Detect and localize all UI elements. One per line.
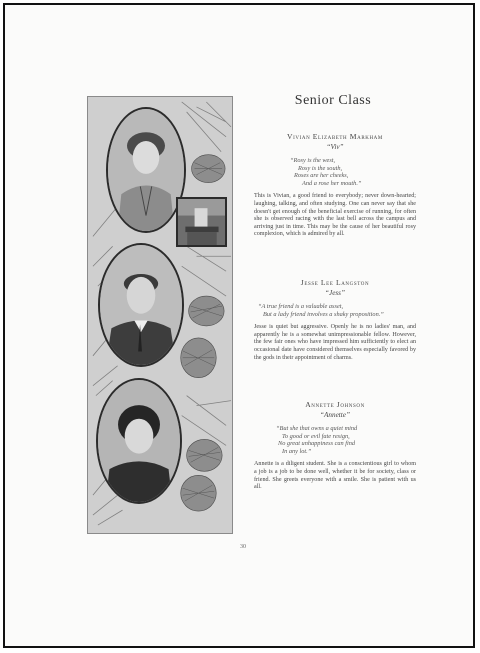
quote-line: “Rosy is the west,	[290, 157, 336, 164]
student-name: Jesse Lee Langston	[300, 278, 370, 287]
student-entry-vivian	[254, 132, 416, 239]
student-entry-jesse	[254, 278, 416, 362]
portrait-vivian	[106, 107, 186, 233]
portrait-jesse	[98, 243, 184, 367]
quote-line: No great unhappiness can find	[278, 440, 356, 448]
student-name: Vivian Elizabeth Markham	[287, 132, 383, 141]
student-quote	[254, 303, 416, 318]
photo-panel	[87, 96, 233, 534]
student-bio: Jesse is quiet but aggressive. Openly he is no ladies' man, and apparently he is a somewhat unimpressionable fellow. However, the few fair ones who have impressed him sufficiently to elect an occasional date have considered themselves especially favored by the gods in their appointment of charms.	[254, 324, 416, 361]
candid-photo	[176, 197, 227, 247]
quote-line: But a lady friend involves a shaky proposition.”	[263, 310, 384, 318]
portrait-annette	[96, 378, 182, 504]
quote-line: And a rose her mouth.”	[302, 179, 362, 187]
student-bio: This is Vivian, a good friend to everybody; never down-hearted; laughing, talking, and often studying. One can never say that she doesn't get enough of the beneficial exercise of running, for often she is observed racing with the last bell across the campus and arriving just in time. This may be the cause of her beautiful rosy complexion, which is admired by all.	[254, 193, 416, 238]
student-name: Annette Johnson	[305, 400, 365, 409]
quote-line: “But she that owns a quiet mind	[276, 425, 358, 432]
page-number: 30	[240, 544, 246, 550]
quote-line: Roses are her cheeks,	[294, 172, 349, 180]
student-nickname: “Jess”	[325, 289, 345, 297]
student-nickname: “Viv”	[326, 143, 344, 151]
student-quote	[254, 157, 416, 187]
student-quote	[254, 425, 416, 455]
quote-line: In any lot.”	[282, 447, 312, 455]
student-entry-annette	[254, 400, 416, 492]
quote-line: Rosy is the south,	[298, 164, 343, 172]
student-nickname: “Annette”	[320, 411, 350, 419]
quote-line: To good or evil fate resign,	[282, 432, 350, 440]
page-title: Senior Class	[294, 93, 372, 108]
student-bio: Annette is a diligent student. She is a conscientious girl to whom a job is a job to be done well, whether it be for society, class or friend. She greets everyone with a smile. She is patient with us all.	[254, 461, 416, 491]
quote-line: “A true friend is a valuable asset,	[258, 303, 344, 310]
